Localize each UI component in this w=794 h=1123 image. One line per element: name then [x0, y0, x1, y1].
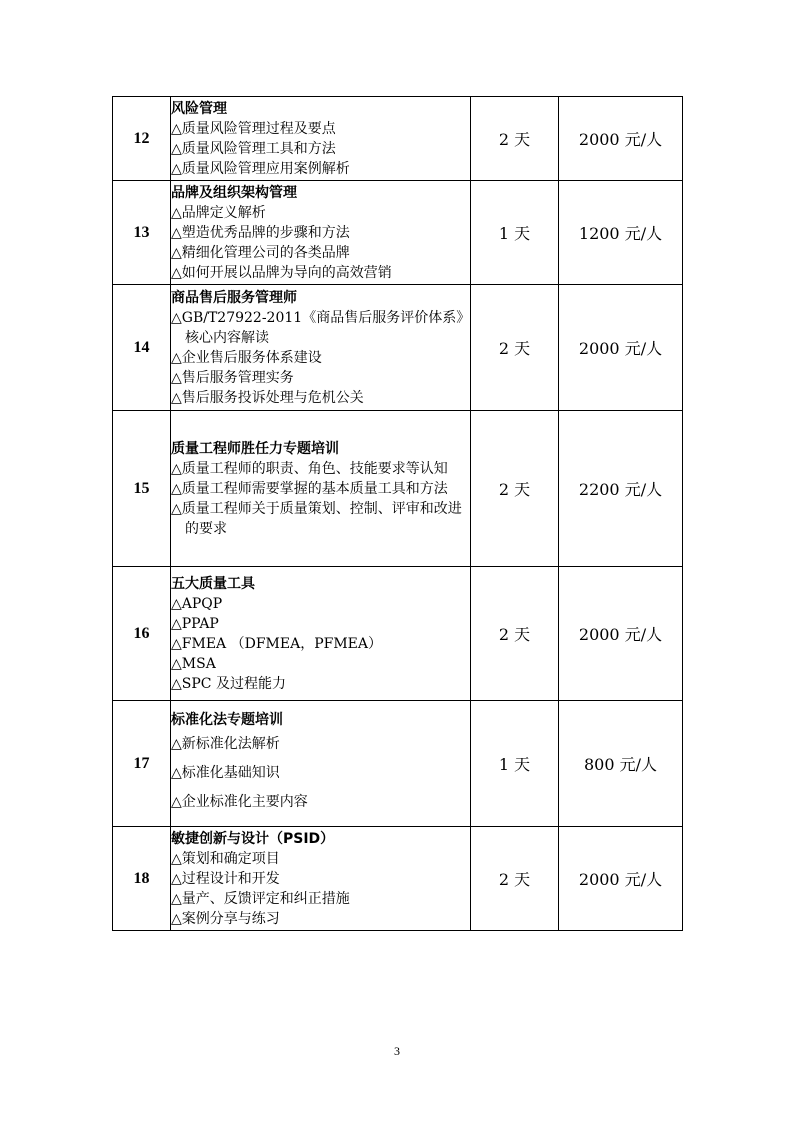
course-duration: 2 天 [471, 411, 559, 567]
course-topic: △APQP [171, 595, 223, 612]
page-number: 3 [394, 1044, 400, 1058]
course-content [171, 567, 471, 701]
course-duration: 2 天 [471, 827, 559, 931]
course-content [171, 411, 471, 567]
course-title: 品牌及组织架构管理 [171, 184, 297, 201]
table-row [113, 181, 683, 285]
course-topic: △企业售后服务体系建设 [171, 349, 322, 366]
course-topic: △MSA [171, 655, 216, 672]
course-topic: △PPAP [171, 615, 219, 632]
course-topic: △GB/T27922-2011《商品售后服务评价体系》核心内容解读 [171, 309, 464, 346]
course-topic: △质量工程师需要掌握的基本质量工具和方法 [171, 480, 448, 497]
course-topic: △量产、反馈评定和纠正措施 [171, 890, 350, 907]
course-duration: 1 天 [471, 701, 559, 827]
course-duration: 1 天 [471, 181, 559, 285]
course-title: 标准化法专题培训 [171, 712, 283, 728]
course-number: 13 [113, 181, 171, 285]
course-content [171, 181, 471, 285]
course-number: 12 [113, 97, 171, 181]
course-content [171, 701, 471, 827]
course-number: 15 [113, 411, 171, 567]
course-table [112, 96, 683, 931]
course-topic: △售后服务管理实务 [171, 369, 294, 386]
course-topic: △质量工程师的职责、角色、技能要求等认知 [171, 460, 448, 477]
course-title: 质量工程师胜任力专题培训 [171, 440, 339, 457]
course-price: 2000 元/人 [559, 97, 683, 181]
course-topic: △塑造优秀品牌的步骤和方法 [171, 224, 350, 241]
course-topic: △质量工程师关于质量策划、控制、评审和改进的要求 [171, 500, 462, 537]
course-topic: △质量风险管理应用案例解析 [171, 160, 350, 177]
course-topic: △质量风险管理工具和方法 [171, 140, 336, 157]
course-topic: △FMEA （DFMEA，PFMEA） [171, 635, 382, 652]
course-topic: △新标准化法解析 [171, 736, 280, 752]
course-title: 风险管理 [171, 100, 227, 117]
course-title: 敏捷创新与设计（PSID） [171, 830, 335, 847]
course-number: 17 [113, 701, 171, 827]
table-row [113, 97, 683, 181]
course-topic: △SPC 及过程能力 [171, 675, 286, 692]
course-content [171, 827, 471, 931]
course-topic: △策划和确定项目 [171, 850, 280, 867]
course-duration: 2 天 [471, 567, 559, 701]
table-row [113, 285, 683, 411]
course-topic: △如何开展以品牌为导向的高效营销 [171, 264, 392, 281]
course-topic: △售后服务投诉处理与危机公关 [171, 389, 364, 406]
course-topic: △标准化基础知识 [171, 765, 280, 781]
course-topic: △案例分享与练习 [171, 910, 280, 927]
table-row [113, 411, 683, 567]
course-price: 800 元/人 [559, 701, 683, 827]
course-topic: △过程设计和开发 [171, 870, 280, 887]
course-price: 1200 元/人 [559, 181, 683, 285]
table-row [113, 567, 683, 701]
course-topic: △质量风险管理过程及要点 [171, 120, 336, 137]
course-topic: △精细化管理公司的各类品牌 [171, 244, 350, 261]
course-number: 14 [113, 285, 171, 411]
course-price: 2200 元/人 [559, 411, 683, 567]
course-duration: 2 天 [471, 285, 559, 411]
course-price: 2000 元/人 [559, 285, 683, 411]
course-title: 五大质量工具 [171, 575, 255, 592]
course-topic: △企业标准化主要内容 [171, 794, 308, 810]
table-row [113, 827, 683, 931]
table-row [113, 701, 683, 827]
course-number: 16 [113, 567, 171, 701]
course-price: 2000 元/人 [559, 827, 683, 931]
course-content [171, 97, 471, 181]
course-title: 商品售后服务管理师 [171, 289, 297, 306]
course-duration: 2 天 [471, 97, 559, 181]
course-content [171, 285, 471, 411]
course-topic: △品牌定义解析 [171, 204, 266, 221]
course-price: 2000 元/人 [559, 567, 683, 701]
course-number: 18 [113, 827, 171, 931]
